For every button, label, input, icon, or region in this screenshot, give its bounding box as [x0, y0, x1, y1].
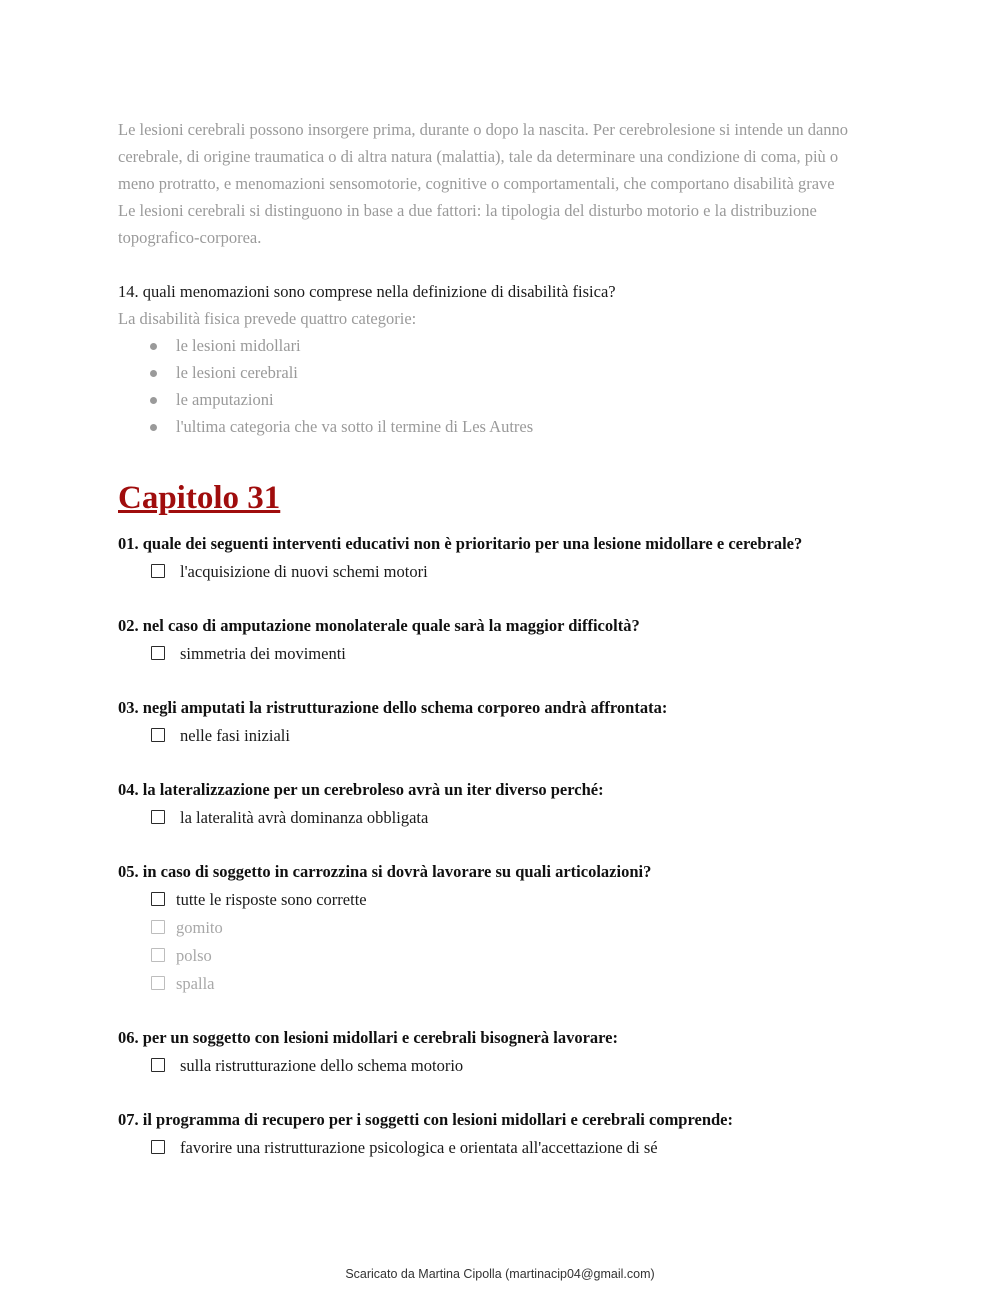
- answer-text: l'acquisizione di nuovi schemi motori: [180, 562, 428, 581]
- question-title: 03. negli amputati la ristrutturazione dello schema corporeo andrà affrontata:: [118, 698, 668, 717]
- checkbox-icon[interactable]: [151, 892, 165, 906]
- checkbox-icon[interactable]: [151, 976, 165, 990]
- question-06: [118, 1024, 878, 1080]
- answer-option[interactable]: [118, 1052, 878, 1080]
- category-list: [118, 332, 878, 440]
- answer-text: polso: [176, 946, 212, 965]
- answer-option[interactable]: [118, 722, 878, 750]
- answer-text: nelle fasi iniziali: [180, 726, 290, 745]
- question-title: 01. quale dei seguenti interventi educativi non è prioritario per una lesione midollare e cerebrale?: [118, 534, 803, 553]
- answer-option[interactable]: [118, 804, 878, 832]
- answer-option[interactable]: [118, 886, 878, 914]
- checkbox-icon[interactable]: [151, 1058, 165, 1072]
- bullet-icon: [150, 370, 157, 377]
- list-item: [148, 413, 878, 440]
- list-item: [148, 359, 878, 386]
- question-14: [118, 278, 878, 440]
- answer-option[interactable]: [118, 1134, 878, 1162]
- question-title: 05. in caso di soggetto in carrozzina si dovrà lavorare su quali articolazioni?: [118, 862, 652, 881]
- checkbox-icon[interactable]: [151, 810, 165, 824]
- answer-text: simmetria dei movimenti: [180, 644, 346, 663]
- checkbox-icon[interactable]: [151, 948, 165, 962]
- intro-line: Le lesioni cerebrali si distinguono in base a due fattori: la tipologia del disturbo motorio e la distribuzione: [118, 201, 817, 220]
- answer-option-faded[interactable]: [118, 942, 878, 970]
- checkbox-icon[interactable]: [151, 728, 165, 742]
- chapter-heading: Capitolo 31: [118, 480, 281, 516]
- document-page: [118, 116, 878, 1162]
- checkbox-icon[interactable]: [151, 1140, 165, 1154]
- intro-line: Le lesioni cerebrali possono insorgere prima, durante o dopo la nascita. Per cerebrolesione si intende un danno: [118, 120, 849, 139]
- question-07: [118, 1106, 878, 1162]
- list-item-text: le amputazioni: [176, 390, 274, 409]
- download-footer: Scaricato da Martina Cipolla (martinacip04@gmail.com): [345, 1267, 655, 1281]
- list-item-text: le lesioni midollari: [176, 336, 301, 355]
- question-02: [118, 612, 878, 668]
- answer-text: gomito: [176, 918, 223, 937]
- question-title: 06. per un soggetto con lesioni midollari e cerebrali bisognerà lavorare:: [118, 1028, 618, 1047]
- bullet-icon: [150, 397, 157, 404]
- bullet-icon: [150, 424, 157, 431]
- question-03: [118, 694, 878, 750]
- question-05: [118, 858, 878, 998]
- checkbox-icon[interactable]: [151, 646, 165, 660]
- question-01: [118, 530, 878, 586]
- checkbox-icon[interactable]: [151, 920, 165, 934]
- answer-text: favorire una ristrutturazione psicologica e orientata all'accettazione di sé: [180, 1138, 658, 1157]
- bullet-icon: [150, 343, 157, 350]
- question-title: 02. nel caso di amputazione monolaterale quale sarà la maggior difficoltà?: [118, 616, 640, 635]
- list-item: [148, 332, 878, 359]
- answer-text: tutte le risposte sono corrette: [176, 890, 367, 909]
- question-04: [118, 776, 878, 832]
- list-item-text: le lesioni cerebrali: [176, 363, 298, 382]
- question-title: 07. il programma di recupero per i soggetti con lesioni midollari e cerebrali comprende:: [118, 1110, 734, 1129]
- answer-text: spalla: [176, 974, 215, 993]
- intro-line: topografico-corporea.: [118, 228, 262, 247]
- list-item: [148, 386, 878, 413]
- intro-line: cerebrale, di origine traumatica o di altra natura (malattia), tale da determinare una condizione di coma, più o: [118, 147, 839, 166]
- answer-text: la lateralità avrà dominanza obbligata: [180, 808, 429, 827]
- answer-option[interactable]: [118, 558, 878, 586]
- checkbox-icon[interactable]: [151, 564, 165, 578]
- question-14-title: 14. quali menomazioni sono comprese nella definizione di disabilità fisica?: [118, 282, 616, 301]
- question-title: 04. la lateralizzazione per un cerebroleso avrà un iter diverso perché:: [118, 780, 604, 799]
- list-item-text: l'ultima categoria che va sotto il termine di Les Autres: [176, 417, 534, 436]
- question-14-lead: La disabilità fisica prevede quattro categorie:: [118, 309, 417, 328]
- answer-text: sulla ristrutturazione dello schema motorio: [180, 1056, 464, 1075]
- intro-line: meno protratto, e menomazioni sensomotorie, cognitive o comportamentali, che comportano disabilità grave: [118, 174, 835, 193]
- answer-option-faded[interactable]: [118, 970, 878, 998]
- intro-paragraph: [118, 116, 878, 251]
- answer-option-faded[interactable]: [118, 914, 878, 942]
- answer-option[interactable]: [118, 640, 878, 668]
